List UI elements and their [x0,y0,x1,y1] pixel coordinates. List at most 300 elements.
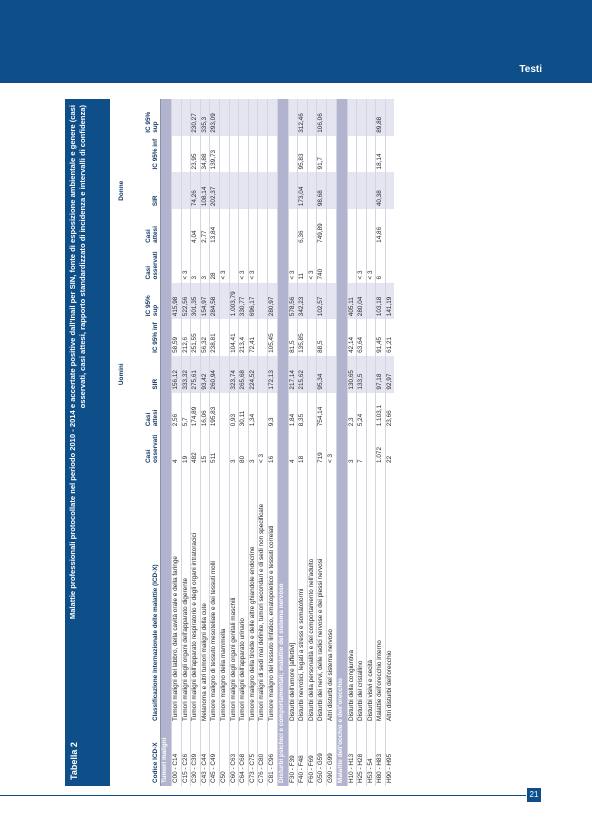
women-value-cell: 3 [191,246,201,283]
code-cell: H90 - H95 [385,724,394,786]
description-cell: Altri disturbi dell'orecchio [385,466,394,724]
women-value-cell [326,99,336,136]
table-row [385,99,394,786]
table-row [376,99,386,786]
men-value-cell [258,356,268,393]
women-value-cell [219,99,229,136]
men-value-cell: 63,64 [357,319,367,356]
table-body [161,99,395,786]
women-value-cell [307,209,317,246]
men-value-cell [326,356,336,393]
table-row [307,99,317,786]
women-value-cell: 202,37 [210,172,220,209]
table-row [229,99,239,786]
women-value-cell [267,136,277,173]
men-value-cell: 333,32 [181,356,191,393]
men-value-cell: 330,77 [239,283,249,320]
men-value-cell: 280,97 [267,283,277,320]
men-value-cell [258,393,268,430]
section-title-cell: Tumori maligni [161,99,172,786]
table-row [181,99,191,786]
women-value-cell: 95,83 [298,136,308,173]
men-value-cell: < 3 [326,429,336,466]
women-value-cell [229,99,239,136]
women-value-cell [288,209,298,246]
women-value-cell [366,136,376,173]
description-cell: Disturbi nevrotici, legati a stress e somatoformi [298,466,308,724]
women-value-cell [357,172,367,209]
women-value-cell [258,99,268,136]
men-value-cell [366,429,376,466]
women-value-cell [229,246,239,283]
col-sir-m: SIR [126,356,161,393]
women-value-cell [326,246,336,283]
table-label: Tabella 2 [69,742,79,780]
table-row [248,99,258,786]
men-value-cell: 511 [210,429,220,466]
description-cell: Disturbi della personalità e del comportamento nell'adulto [307,466,317,724]
men-value-cell: 19 [181,429,191,466]
women-value-cell [239,136,249,173]
code-cell: F40 - F48 [298,724,308,786]
women-value-cell: 230,27 [191,99,201,136]
code-cell: C50 [219,724,229,786]
col-exp-m: Casi attesi [126,393,161,430]
men-value-cell: 217,14 [288,356,298,393]
description-cell: Tumore maligno della tiroide e delle altre ghiandole endocrine [248,466,258,724]
women-value-cell: 34,88 [200,136,210,173]
men-value-cell: 80 [239,429,249,466]
men-value-cell: 578,56 [288,283,298,320]
women-value-cell [288,99,298,136]
description-cell: Tumori maligni dell'apparato respiratorio e degli organi intratoracici [191,466,201,724]
women-value-cell [258,209,268,246]
men-value-cell: 212,6 [181,319,191,356]
women-value-cell: 11 [298,246,308,283]
women-value-cell [385,246,394,283]
table-row [219,99,229,786]
code-cell: F60 - F69 [307,724,317,786]
code-cell: C00 - C14 [172,724,182,786]
women-value-cell [326,136,336,173]
code-cell: C45 - C49 [210,724,220,786]
page-number: 21 [527,788,541,802]
code-cell: C43 - C44 [200,724,210,786]
women-value-cell [239,99,249,136]
men-value-cell: 238,81 [210,319,220,356]
women-value-cell [366,209,376,246]
women-value-cell: 3 [200,246,210,283]
men-value-cell [307,356,317,393]
women-value-cell [172,99,182,136]
men-value-cell: 61,21 [385,319,394,356]
women-value-cell: 6,36 [298,209,308,246]
men-value-cell: 72,41 [248,319,258,356]
women-value-cell [267,246,277,283]
men-value-cell: 265,68 [239,356,249,393]
men-value-cell: 3 [347,429,357,466]
men-value-cell: 174,89 [191,393,201,430]
men-value-cell: 92,97 [385,356,394,393]
men-value-cell: 1.103,1 [376,393,386,430]
table-row [267,99,277,786]
men-value-cell [366,283,376,320]
men-value-cell: 3 [248,429,258,466]
table-row [210,99,220,786]
women-value-cell [181,99,191,136]
women-value-cell [347,136,357,173]
table-row [258,99,268,786]
men-value-cell: 696,17 [248,283,258,320]
men-value-cell: 1.072 [376,429,386,466]
women-value-cell: 108,14 [200,172,210,209]
men-value-cell: 16 [267,429,277,466]
women-value-cell [385,209,394,246]
women-value-cell [172,209,182,246]
table-header-bar [65,99,110,786]
men-value-cell: 58,59 [172,319,182,356]
code-cell: G50 - G59 [317,724,327,786]
code-cell: C15 - C26 [181,724,191,786]
men-value-cell: 3 [229,429,239,466]
men-value-cell: < 3 [258,429,268,466]
men-value-cell: 482 [191,429,201,466]
description-cell: Tumore maligno del tessuto linfatico, ematopoietico e tessuti correlati [267,466,277,724]
description-cell: Disturbi visivi e cecità [366,466,376,724]
women-value-cell [219,172,229,209]
women-value-cell [366,99,376,136]
col-desc: Classificazione internazionale delle malattie (ICD-X) [126,466,161,724]
women-value-cell [172,172,182,209]
men-value-cell: 301,35 [191,283,201,320]
women-value-cell [357,209,367,246]
women-value-cell: 2,77 [200,209,210,246]
women-value-cell: 335,3 [200,99,210,136]
section-title-cell: Malattie dell'occhio e dell'orecchio [336,99,347,786]
women-value-cell: 139,73 [210,136,220,173]
women-value-cell: < 3 [181,246,191,283]
women-value-cell: < 3 [357,246,367,283]
men-value-cell [366,319,376,356]
table-row [200,99,210,786]
women-value-cell [239,209,249,246]
men-value-cell: 22 [385,429,394,466]
table-row [298,99,308,786]
description-cell: Disturbi della congiuntiva [347,466,357,724]
code-cell: C64 - C68 [239,724,249,786]
men-value-cell: 95,34 [317,356,327,393]
men-value-cell: 754,14 [317,393,327,430]
women-value-cell [357,99,367,136]
women-value-cell [181,172,191,209]
code-cell: H25 - H28 [357,724,367,786]
description-cell: Tumori maligni dell'apparato urinario [239,466,249,724]
men-value-cell: 93,42 [200,356,210,393]
code-cell: C73 - C75 [248,724,258,786]
women-value-cell: < 3 [288,246,298,283]
women-value-cell [248,136,258,173]
men-value-cell [219,283,229,320]
women-value-cell: 173,04 [298,172,308,209]
rotated-table-sheet [65,99,508,786]
code-cell: G90 - G99 [326,724,336,786]
table-row [317,99,327,786]
section-row [277,99,288,786]
men-value-cell [219,393,229,430]
women-value-cell [288,136,298,173]
men-value-cell: 103,18 [376,283,386,320]
footer-rule [0,795,526,796]
men-value-cell: 18 [298,429,308,466]
men-value-cell: 213,4 [239,319,249,356]
women-value-cell [347,99,357,136]
women-value-cell: 312,46 [298,99,308,136]
col-inf-f: IC 95% inf [126,136,161,173]
men-value-cell: 342,23 [298,283,308,320]
col-sup-f: IC 95% sup [126,99,161,136]
table-row [172,99,182,786]
men-value-cell: 323,74 [229,356,239,393]
col-code: Codice ICD-X [126,724,161,786]
section-title: Testi [519,64,542,75]
men-value-cell [258,319,268,356]
men-value-cell: 215,62 [298,356,308,393]
header-banner [0,0,592,83]
women-value-cell: 91,7 [317,136,327,173]
men-value-cell: 2,3 [347,393,357,430]
women-value-cell: 106,06 [317,99,327,136]
men-value-cell: 284,58 [210,283,220,320]
description-cell: Tumori maligni di sedi mal definite, tumori secondari e di sedi non specificate [258,466,268,724]
men-value-cell: 275,61 [191,356,201,393]
men-value-cell [366,393,376,430]
description-cell: Malattie dell'orecchio interno [376,466,386,724]
men-value-cell: 16,06 [200,393,210,430]
col-obs-m: Casi osservati [126,429,161,466]
women-value-cell: 293,09 [210,99,220,136]
women-value-cell [181,209,191,246]
code-cell: F30 - F39 [288,724,298,786]
women-value-cell: < 3 [239,246,249,283]
men-value-cell: 1.003,79 [229,283,239,320]
table-row [326,99,336,786]
men-value-cell: 415,98 [172,283,182,320]
men-value-cell: 2,56 [172,393,182,430]
men-value-cell: 30,11 [239,393,249,430]
data-table [110,99,394,786]
men-value-cell [326,319,336,356]
women-value-cell [172,246,182,283]
women-value-cell [267,209,277,246]
table-row [366,99,376,786]
women-value-cell [258,246,268,283]
col-sup-m: IC 95% sup [126,283,161,320]
women-value-cell [326,209,336,246]
women-value-cell [172,136,182,173]
women-value-cell: < 3 [248,246,258,283]
description-cell: Altri disturbi del sistema nervoso [326,466,336,724]
women-value-cell [229,172,239,209]
men-value-cell: 141,19 [385,283,394,320]
women-value-cell [248,99,258,136]
men-value-cell: 7 [357,429,367,466]
description-cell: Melanoma e altri tumori maligni della cute [200,466,210,724]
code-cell: C60 - C63 [229,724,239,786]
women-value-cell [385,172,394,209]
women-value-cell: 14,86 [376,209,386,246]
men-value-cell: 719 [317,429,327,466]
description-cell: Tumore maligno della mammella [219,466,229,724]
col-obs-f: Casi osservati [126,246,161,283]
women-value-cell [357,136,367,173]
men-value-cell [219,356,229,393]
women-value-cell [258,136,268,173]
description-cell: Disturbi dell'umore [affettivi] [288,466,298,724]
men-value-cell: 260,94 [210,356,220,393]
men-value-cell: 5,7 [181,393,191,430]
description-cell: Tumori maligni degli organi dell'apparato digerente [181,466,191,724]
table-row [191,99,201,786]
table-row [288,99,298,786]
description-cell: Disturbi dei nervi, delle radici nervose e dei plessi nervosi [317,466,327,724]
women-value-cell [229,136,239,173]
women-value-cell [307,136,317,173]
men-value-cell: 224,52 [248,356,258,393]
col-inf-m: IC 95% inf [126,319,161,356]
men-value-cell: 15 [200,429,210,466]
men-value-cell: 56,32 [200,319,210,356]
women-value-cell [267,99,277,136]
description-cell: Tumore maligno di tessuto mesoteliale e dei tessuti molli [210,466,220,724]
men-value-cell [326,393,336,430]
women-value-cell [385,136,394,173]
women-value-cell [288,172,298,209]
men-value-cell: 4 [288,429,298,466]
men-value-cell: 135,85 [298,319,308,356]
description-cell: Disturbi del cristallino [357,466,367,724]
women-value-cell: 28 [210,246,220,283]
women-value-cell [258,172,268,209]
women-value-cell: 18,14 [376,136,386,173]
men-value-cell: 133,5 [357,356,367,393]
section-row [161,99,172,786]
women-value-cell: 4,04 [191,209,201,246]
women-value-cell [248,209,258,246]
table-title: Malattie professionali protocollate nel periodo 2010 - 2014 e accertate positive dall'Inail per SIN, fonte di esposizione ambientale e genere (casi osservati, casi attesi, rapporto standardizzato di incidenza e intervalli di confidenza) [68,105,87,620]
code-cell: H80 - H83 [376,724,386,786]
section-row [336,99,347,786]
code-cell: H10 - H13 [347,724,357,786]
women-value-cell: 74,26 [191,172,201,209]
section-title-cell: Disturbi psichici e comportamentali; malattie del sistema nervoso [277,99,288,786]
men-value-cell: 130,65 [347,356,357,393]
table-row [357,99,367,786]
men-value-cell: 0,93 [229,393,239,430]
men-value-cell: 104,41 [229,319,239,356]
men-value-cell [366,356,376,393]
men-value-cell: 405,11 [347,283,357,320]
group-men: Uomini [110,283,126,466]
women-value-cell [366,172,376,209]
group-women: Donne [110,99,126,283]
men-value-cell: 1,34 [248,393,258,430]
code-cell: C76 - C80 [258,724,268,786]
women-value-cell: 23,95 [191,136,201,173]
header-spacer [110,466,126,786]
women-value-cell [219,209,229,246]
men-value-cell: 42,14 [347,319,357,356]
description-cell: Tumori maligni degli organi genitali maschili [229,466,239,724]
men-value-cell [219,429,229,466]
men-value-cell: 4 [172,429,182,466]
code-cell: C81 - C96 [267,724,277,786]
women-value-cell [347,209,357,246]
men-value-cell: 280,04 [357,283,367,320]
men-value-cell: 156,12 [172,356,182,393]
women-value-cell [326,172,336,209]
men-value-cell: 5,24 [357,393,367,430]
men-value-cell: 9,3 [267,393,277,430]
men-value-cell: 522,56 [181,283,191,320]
women-value-cell [219,136,229,173]
men-value-cell: 88,5 [317,319,327,356]
women-value-cell [248,172,258,209]
table-row [347,99,357,786]
table-row [239,99,249,786]
men-value-cell: 97,18 [376,356,386,393]
men-value-cell [258,283,268,320]
men-value-cell [307,319,317,356]
women-value-cell [347,172,357,209]
women-value-cell [229,209,239,246]
women-value-cell [181,136,191,173]
description-cell: Tumori maligni del labbro, della cavità orale e della faringe [172,466,182,724]
women-value-cell [307,172,317,209]
men-value-cell [307,283,317,320]
women-value-cell: 89,88 [376,99,386,136]
men-value-cell [307,393,317,430]
women-value-cell [267,172,277,209]
code-cell: C30 - C39 [191,724,201,786]
women-value-cell: 98,68 [317,172,327,209]
men-value-cell: 8,35 [298,393,308,430]
men-value-cell: 23,66 [385,393,394,430]
col-sir-f: SIR [126,172,161,209]
men-value-cell: 172,13 [267,356,277,393]
men-value-cell [326,283,336,320]
code-cell: H53 - 54 [366,724,376,786]
women-value-cell: 749,89 [317,209,327,246]
women-value-cell: < 3 [366,246,376,283]
men-value-cell: 1,84 [288,393,298,430]
men-value-cell: 81,5 [288,319,298,356]
women-value-cell: 40,38 [376,172,386,209]
women-value-cell: 13,84 [210,209,220,246]
men-value-cell: 105,45 [267,319,277,356]
women-value-cell: < 3 [307,246,317,283]
women-value-cell: 740 [317,246,327,283]
women-value-cell [239,172,249,209]
women-value-cell [307,99,317,136]
men-value-cell: 102,57 [317,283,327,320]
col-exp-f: Casi attesi [126,209,161,246]
women-value-cell: 6 [376,246,386,283]
women-value-cell [347,246,357,283]
men-value-cell [219,319,229,356]
women-value-cell: < 3 [219,246,229,283]
men-value-cell: 154,97 [200,283,210,320]
men-value-cell: 195,83 [210,393,220,430]
